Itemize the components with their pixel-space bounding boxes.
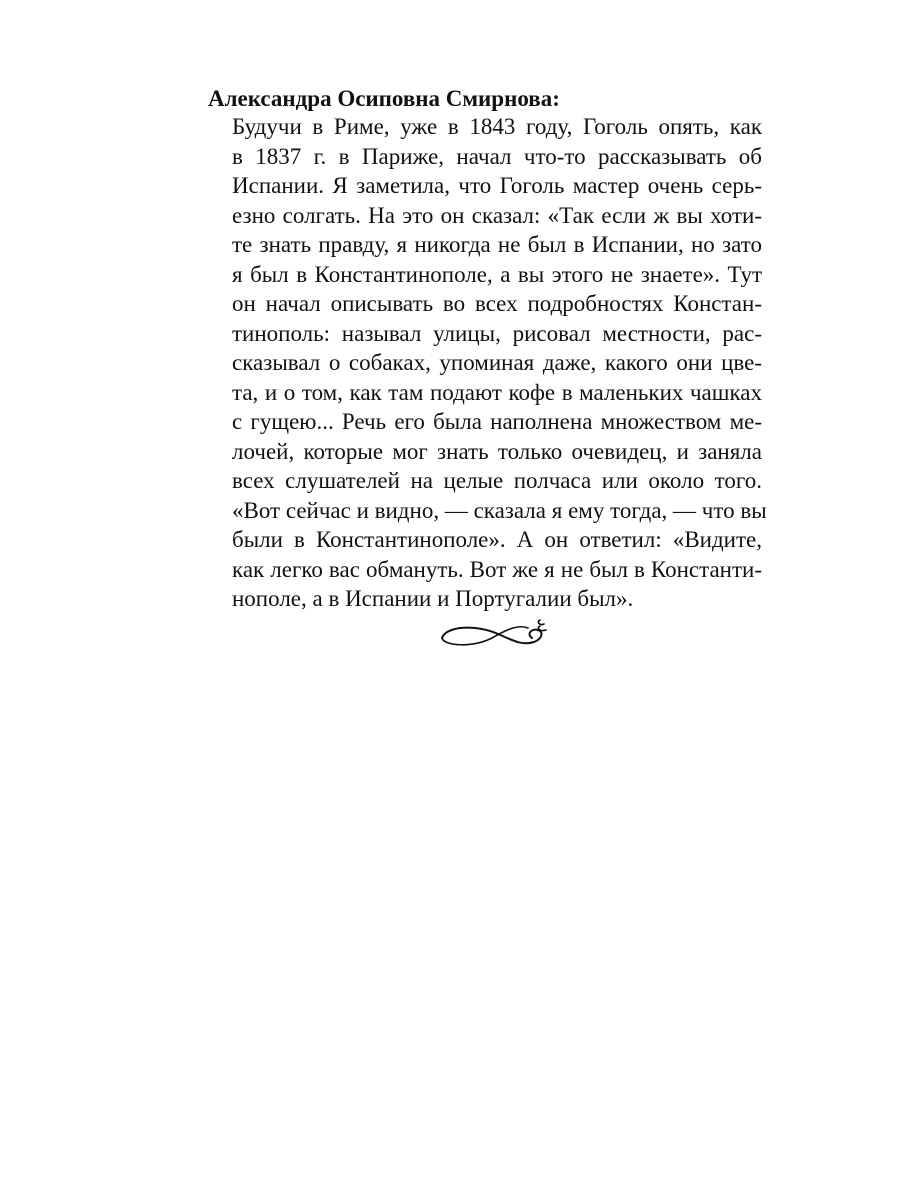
flourish-ornament-icon (436, 612, 556, 652)
passage-line: нополе, а в Испании и Португалии был». (232, 586, 634, 611)
passage-line: Будучи в Риме, уже в 1843 году, Гоголь опять, как (232, 114, 762, 139)
passage-line: я был в Константинополе, а вы этого не знаете». Тут (232, 261, 762, 287)
passage-line: как легко вас обмануть. Вот же я не был в Константи- (232, 556, 762, 582)
passage-line: тинополь: называл улицы, рисовал местности, рас- (232, 320, 762, 346)
passage-line: сказывал о собаках, упоминая даже, какого они цве- (232, 350, 762, 375)
quote-passage (232, 112, 767, 614)
passage-line: были в Константинополе». А он ответил: «Видите, (232, 527, 762, 552)
passage-line: в 1837 г. в Париже, начал что-то рассказывать об (232, 143, 762, 169)
passage-line: с гущею... Речь его была наполнена множеством ме- (232, 409, 762, 434)
passage-line: езно солгать. На это он сказал: «Так если ж вы хоти- (232, 202, 762, 228)
passage-line: та, и о том, как там подают кофе в маленьких чашках (232, 379, 762, 405)
passage-line: «Вот сейчас и видно, — сказала я ему тогда, — что вы (232, 497, 767, 523)
passage-line: Испании. Я заметила, что Гоголь мастер очень серь- (232, 173, 762, 198)
passage-line: те знать правду, я никогда не был в Испании, но зато (232, 232, 762, 257)
passage-line: он начал описывать во всех подробностях Констан- (232, 291, 762, 316)
passage-line: лочей, которые мог знать только очевидец, и заняла (232, 438, 762, 464)
speaker-heading: Александра Осиповна Смирнова: (208, 86, 560, 111)
passage-line: всех слушателей на целые полчаса или около того. (232, 468, 762, 493)
